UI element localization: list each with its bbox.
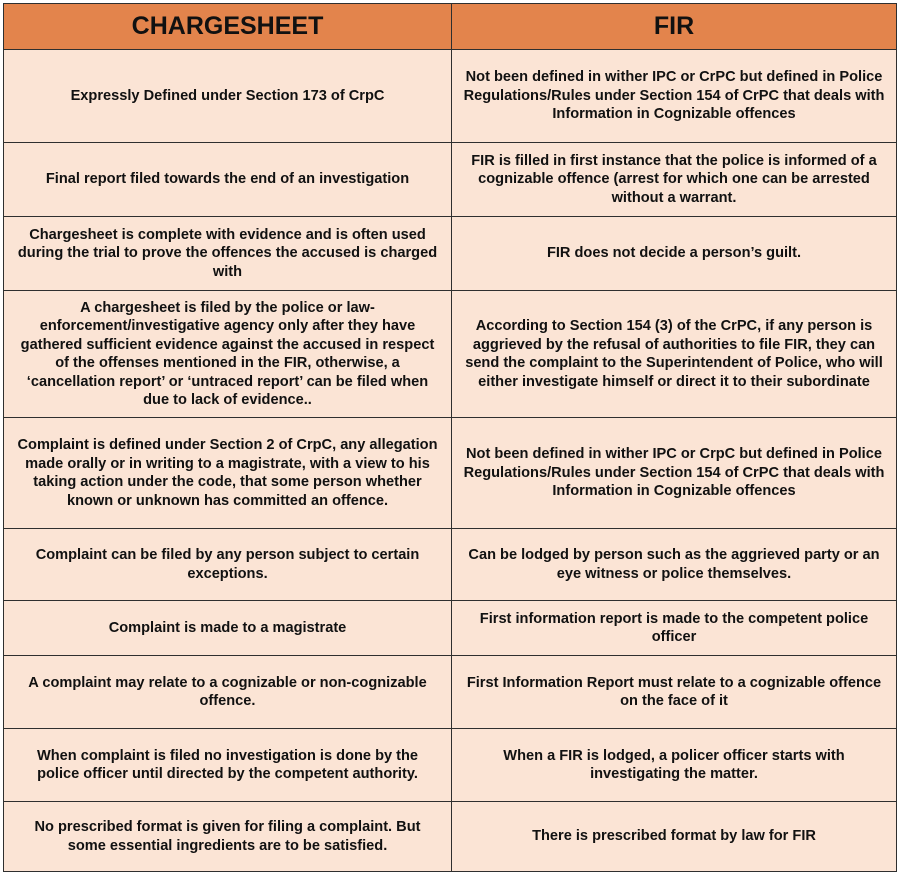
chargesheet-cell: A complaint may relate to a cognizable or non-cognizable offence. — [4, 656, 452, 729]
chargesheet-cell: A chargesheet is filed by the police or law-enforcement/investigative agency only after they have gathered sufficient evidence against the accused in respect of the offenses mentioned in the FIR, otherwise, a ‘cancellation report’ or ‘untraced report’ can be filed when due to lack of evidence.. — [4, 291, 452, 418]
table-row — [4, 50, 897, 143]
fir-cell: First information report is made to the competent police officer — [452, 601, 897, 656]
table-row — [4, 601, 897, 656]
chargesheet-cell: Complaint can be filed by any person subject to certain exceptions. — [4, 529, 452, 601]
chargesheet-cell: Complaint is defined under Section 2 of CrpC, any allegation made orally or in writing to a magistrate, with a view to his taking action under the code, that some person whether known or unknown has committed an offence. — [4, 418, 452, 529]
fir-cell: First Information Report must relate to a cognizable offence on the face of it — [452, 656, 897, 729]
chargesheet-cell: No prescribed format is given for filing a complaint. But some essential ingredients are to be satisfied. — [4, 802, 452, 872]
table-row — [4, 217, 897, 291]
table-row — [4, 802, 897, 872]
fir-cell: FIR is filled in first instance that the police is informed of a cognizable offence (arrest for which one can be arrested without a warrant. — [452, 143, 897, 217]
fir-cell: When a FIR is lodged, a policer officer starts with investigating the matter. — [452, 729, 897, 802]
header-fir: FIR — [452, 4, 897, 50]
fir-cell: According to Section 154 (3) of the CrPC, if any person is aggrieved by the refusal of authorities to file FIR, they can send the complaint to the Superintendent of Police, who will either investigate himself or direct it to their subordinate — [452, 291, 897, 418]
table-row — [4, 291, 897, 418]
table-row — [4, 418, 897, 529]
fir-cell: Can be lodged by person such as the aggrieved party or an eye witness or police themselves. — [452, 529, 897, 601]
fir-cell: Not been defined in wither IPC or CrpC but defined in Police Regulations/Rules under Section 154 of CrPC that deals with Information in Cognizable offences — [452, 418, 897, 529]
fir-cell: FIR does not decide a person’s guilt. — [452, 217, 897, 291]
table-header-row — [4, 4, 897, 50]
chargesheet-cell: Complaint is made to a magistrate — [4, 601, 452, 656]
comparison-table-container — [3, 3, 896, 870]
chargesheet-vs-fir-table — [3, 3, 897, 872]
table-row — [4, 729, 897, 802]
chargesheet-cell: Expressly Defined under Section 173 of CrpC — [4, 50, 452, 143]
table-row — [4, 143, 897, 217]
fir-cell: Not been defined in wither IPC or CrPC but defined in Police Regulations/Rules under Section 154 of CrPC that deals with Information in Cognizable offences — [452, 50, 897, 143]
header-chargesheet: CHARGESHEET — [4, 4, 452, 50]
chargesheet-cell: Chargesheet is complete with evidence and is often used during the trial to prove the offences the accused is charged with — [4, 217, 452, 291]
table-row — [4, 656, 897, 729]
chargesheet-cell: Final report filed towards the end of an investigation — [4, 143, 452, 217]
chargesheet-cell: When complaint is filed no investigation is done by the police officer until directed by the competent authority. — [4, 729, 452, 802]
fir-cell: There is prescribed format by law for FIR — [452, 802, 897, 872]
table-row — [4, 529, 897, 601]
